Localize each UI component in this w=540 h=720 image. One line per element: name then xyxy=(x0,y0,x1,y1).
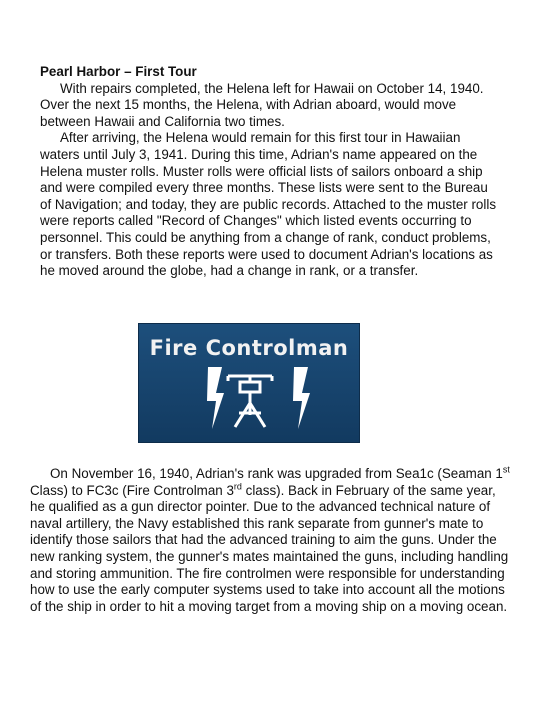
section-heading: Pearl Harbor – First Tour xyxy=(40,64,197,79)
fire-controlman-rating-badge-icon xyxy=(138,363,360,443)
logo-title: Fire Controlman xyxy=(149,336,349,360)
text-run: Class) to FC3c (Fire Controlman 3 xyxy=(30,482,234,498)
superscript: st xyxy=(502,464,510,475)
section-rank-upgrade xyxy=(30,466,510,615)
paragraph-departure: With repairs completed, the Helena left for Hawaii on October 14, 1940. Over the next 15 months, the Helena, with Adrian aboard, would move between Hawaii and California two times. xyxy=(40,80,484,129)
text-run: class). Back in February of the same year, he qualified as a gun director pointer. Due to the advanced technical nature of naval artillery, the Navy established this rank separate from gunner's mate to identify those sailors that had the advanced training to aim the guns. Under the new ranking system, the gunner's mates maintained the guns, including handling and storing ammunition. The fire controlmen were responsible for understanding how to use the early computer systems used to take into account all the motions of the ship in order to hit a moving target from a moving ship on a moving ocean. xyxy=(30,482,509,614)
paragraph-rank-upgrade xyxy=(30,466,510,615)
text-run: On November 16, 1940, Adrian's rank was upgraded from Sea1c (Seaman 1 xyxy=(50,466,503,481)
superscript: rd xyxy=(233,481,242,492)
fire-controlman-logo xyxy=(138,323,360,443)
section-pearl-harbor xyxy=(40,64,500,280)
paragraph-muster-rolls: After arriving, the Helena would remain for this first tour in Hawaiian waters until July 3, 1941. During this time, Adrian's name appeared on the Helena muster rolls. Muster rolls were official lists of sailors onboard a ship and were compiled every three months. These lists were sent to the Bureau of Navigation; and today, they are public records. Attached to the muster rolls were reports called "Record of Changes" which listed events occurring to personnel. This could be anything from a change of rank, conduct problems, or transfers. Both these reports were used to document Adrian's locations as he moved around the globe, had a change in rank, or a transfer. xyxy=(40,130,497,279)
